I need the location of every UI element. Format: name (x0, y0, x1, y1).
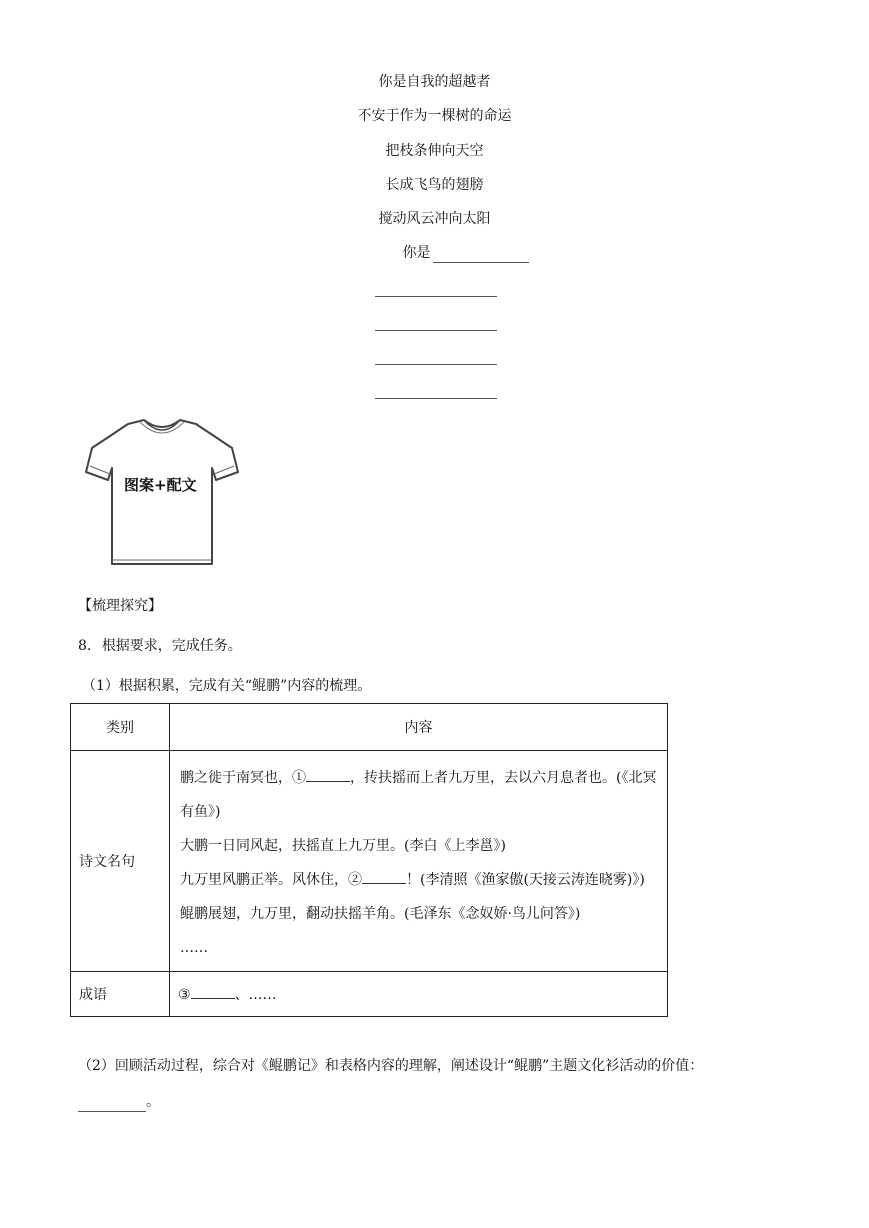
table-header-row (71, 704, 668, 751)
answer-blank[interactable] (306, 767, 350, 782)
question-number: 8. (78, 638, 92, 654)
category-cell: 成语 (71, 972, 170, 1017)
poem-line: 不安于作为一棵树的命运 (357, 108, 512, 124)
question-8 (78, 636, 242, 656)
poem-blank-line[interactable] (0, 345, 869, 365)
verse-line: 鲲鹏展翅，九万里，翻动扶摇羊角。(毛泽东《念奴娇·鸟儿问答》) (180, 906, 581, 922)
verse-line: …… (180, 940, 208, 956)
verse-line: 大鹏一日同风起，扶摇直上九万里。(李白《上李邕》) (180, 838, 506, 854)
answer-blank[interactable] (78, 1097, 146, 1112)
header-content: 内容 (170, 704, 668, 751)
verse-line: 九万里风鹏正举。风休住，② ！(李清照《渔家傲(天接云涛连晓雾)》) (180, 863, 657, 897)
poem-line-prefix: 你是 (402, 245, 431, 261)
tshirt-label: 图案+配文 (124, 476, 197, 494)
subquestion-2: （2）回顾活动过程，综合对《鲲鹏记》和表格内容的理解，阐述设计“鲲鹏”主题文化衫活动的价值： (78, 1058, 704, 1074)
subquestion-1: （1）根据积累，完成有关“鲲鹏”内容的梳理。 (82, 678, 372, 694)
content-cell (170, 751, 668, 972)
category-cell: 诗文名句 (71, 751, 170, 972)
table-row (71, 751, 668, 972)
answer-line: 。 (78, 1092, 160, 1112)
poem-blank-line[interactable] (0, 277, 869, 297)
poem-blank-line[interactable] (0, 379, 869, 399)
table-row (71, 972, 668, 1017)
poem-line-fill (0, 243, 869, 263)
answer-blank[interactable] (433, 248, 529, 263)
verse-line: 鹏之徙于南冥也，① ，抟扶摇而上者九万里，去以六月息者也。(《北冥有鱼》) (180, 761, 657, 829)
section-heading: 【梳理探究】 (78, 598, 162, 614)
answer-blank[interactable] (362, 869, 406, 884)
poem-line: 搅动风云冲向太阳 (378, 211, 491, 227)
header-category: 类别 (71, 704, 170, 751)
poem-line: 把枝条伸向天空 (385, 143, 484, 159)
tshirt-illustration (82, 418, 242, 570)
content-cell: ③ 、…… (170, 972, 668, 1017)
poem-line: 你是自我的超越者 (378, 74, 491, 90)
poem-blank-line[interactable] (0, 311, 869, 331)
answer-blank[interactable] (191, 984, 235, 999)
question-text: 根据要求，完成任务。 (101, 638, 242, 654)
poem-line: 长成飞鸟的翅膀 (385, 177, 484, 193)
kunpeng-table (70, 703, 668, 1017)
